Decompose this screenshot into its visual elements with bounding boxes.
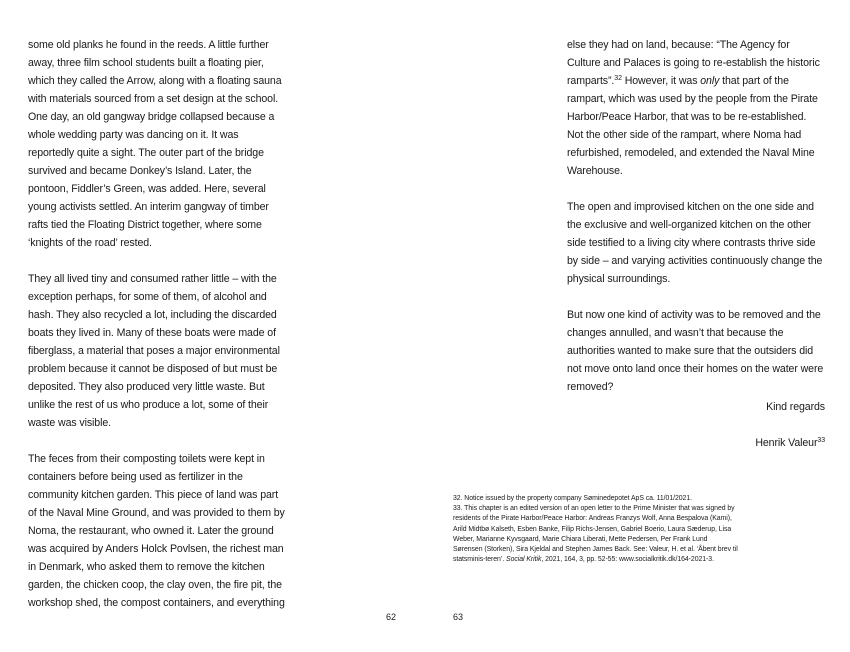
body-paragraph: But now one kind of activity was to be removed and the changes annulled, and wasn’t that because the authorities wanted to make sure that the outsiders did not move onto land once their homes on the water were removed? (567, 309, 824, 393)
paragraph-text: However, it was (621, 75, 701, 87)
closing-greeting: Kind regards (766, 401, 825, 413)
emphasis-text: only (700, 75, 720, 87)
right-page-body (567, 36, 825, 470)
body-paragraph: They all lived tiny and consumed rather little – with the exception perhaps, for some of them, of alcohol and hash. They also recycled a lot, including the discarded boats they lived in. Many of these boats were made of fiberglass, a material that poses a major environmental problem because it cannot be disposed of but must be deposited. They also produced very little waste. But unlike the rest of us who produce a lot, some of their waste was visible. (28, 273, 280, 429)
paragraph-text: that part of the rampart, which was used by the people from the Pirate Harbor/Peace Harbor, that was to be re-established. Not the other side of the rampart, where Noma had refurbished, remodeled, and extended the Naval Mine Warehouse. (567, 75, 818, 177)
body-paragraph: The open and improvised kitchen on the one side and the exclusive and well-organized kitchen on the other side testified to a living city where contrasts thrive side by side – and varying activities continuously change the physical surroundings. (567, 201, 823, 285)
footnote-journal-title: Social Kritik (506, 556, 542, 564)
body-paragraph: The feces from their composting toilets were kept in containers before being used as fertilizer in the community kitchen garden. This piece of land was part of the Naval Mine Ground, and was provided to them by Noma, the restaurant, who owned it. Later the ground was acquired by Anders Holck Povlsen, the richest man in Denmark, who asked them to remove the kitchen garden, the chicken coop, the clay oven, the fire pit, the workshop shed, the compost containers, and everything (28, 453, 285, 609)
right-page (425, 0, 850, 652)
footnote-33 (453, 504, 738, 565)
footnote-ref-32: 32 (614, 75, 622, 82)
body-paragraph (567, 36, 825, 180)
body-paragraph: some old planks he found in the reeds. A little further away, three film school students built a floating pier, which they called the Arrow, along with a floating sauna with materials sourced from a set design at the school. One day, an old gangway bridge collapsed because a whole wedding party was dancing on it. It was reportedly quite a sight. The outer part of the bridge survived and became Donkey’s Island. Later, the pontoon, Fiddler’s Green, was added. Here, several young activists settled. An interim gangway of timber rafts tied the Floating District together, where some ‘knights of the road’ rested. (28, 39, 282, 249)
footnote-32: 32. Notice issued by the property company Søminedepotet ApS ca. 11/01/2021. (453, 495, 692, 502)
author-signature (567, 434, 825, 452)
footnote-text: , 2021, 164, 3, pp. 52-55: www.socialkritik.dk/164-2021-3. (541, 556, 714, 564)
paragraph-text: else they had on land, because: “The Agency for Culture and Palaces is going to re-establish the historic ramparts”. (567, 39, 820, 87)
footnote-ref-33: 33 (817, 437, 825, 444)
footnote-text: 33. This chapter is an edited version of an open letter to the Prime Minister that was signed by residents of the Pirate Harbor/Peace Harbor: Andreas Franzys Wolf, Anna Bespalova (Kami), Arild Midtbø Kalseth, Esben Banke, Filip Richs-Jensen, Gabriel Boerio, Laura Sæderup, Lisa Weber, Marianne Kyvsgaard, Marie Chiara Liberati, Mette Pedersen, Per Frank Lund Sørensen (Storken), Sira Kjeldal and Stephen James Back. See: Valeur, H. et al. ‘Åbent brev til statsminis-teren’. (453, 505, 738, 564)
footnotes (453, 494, 738, 565)
author-name: Henrik Valeur (755, 437, 818, 449)
page-number-left: 62 (386, 612, 397, 622)
page-number-right: 63 (453, 612, 464, 622)
left-page-body (28, 36, 286, 612)
